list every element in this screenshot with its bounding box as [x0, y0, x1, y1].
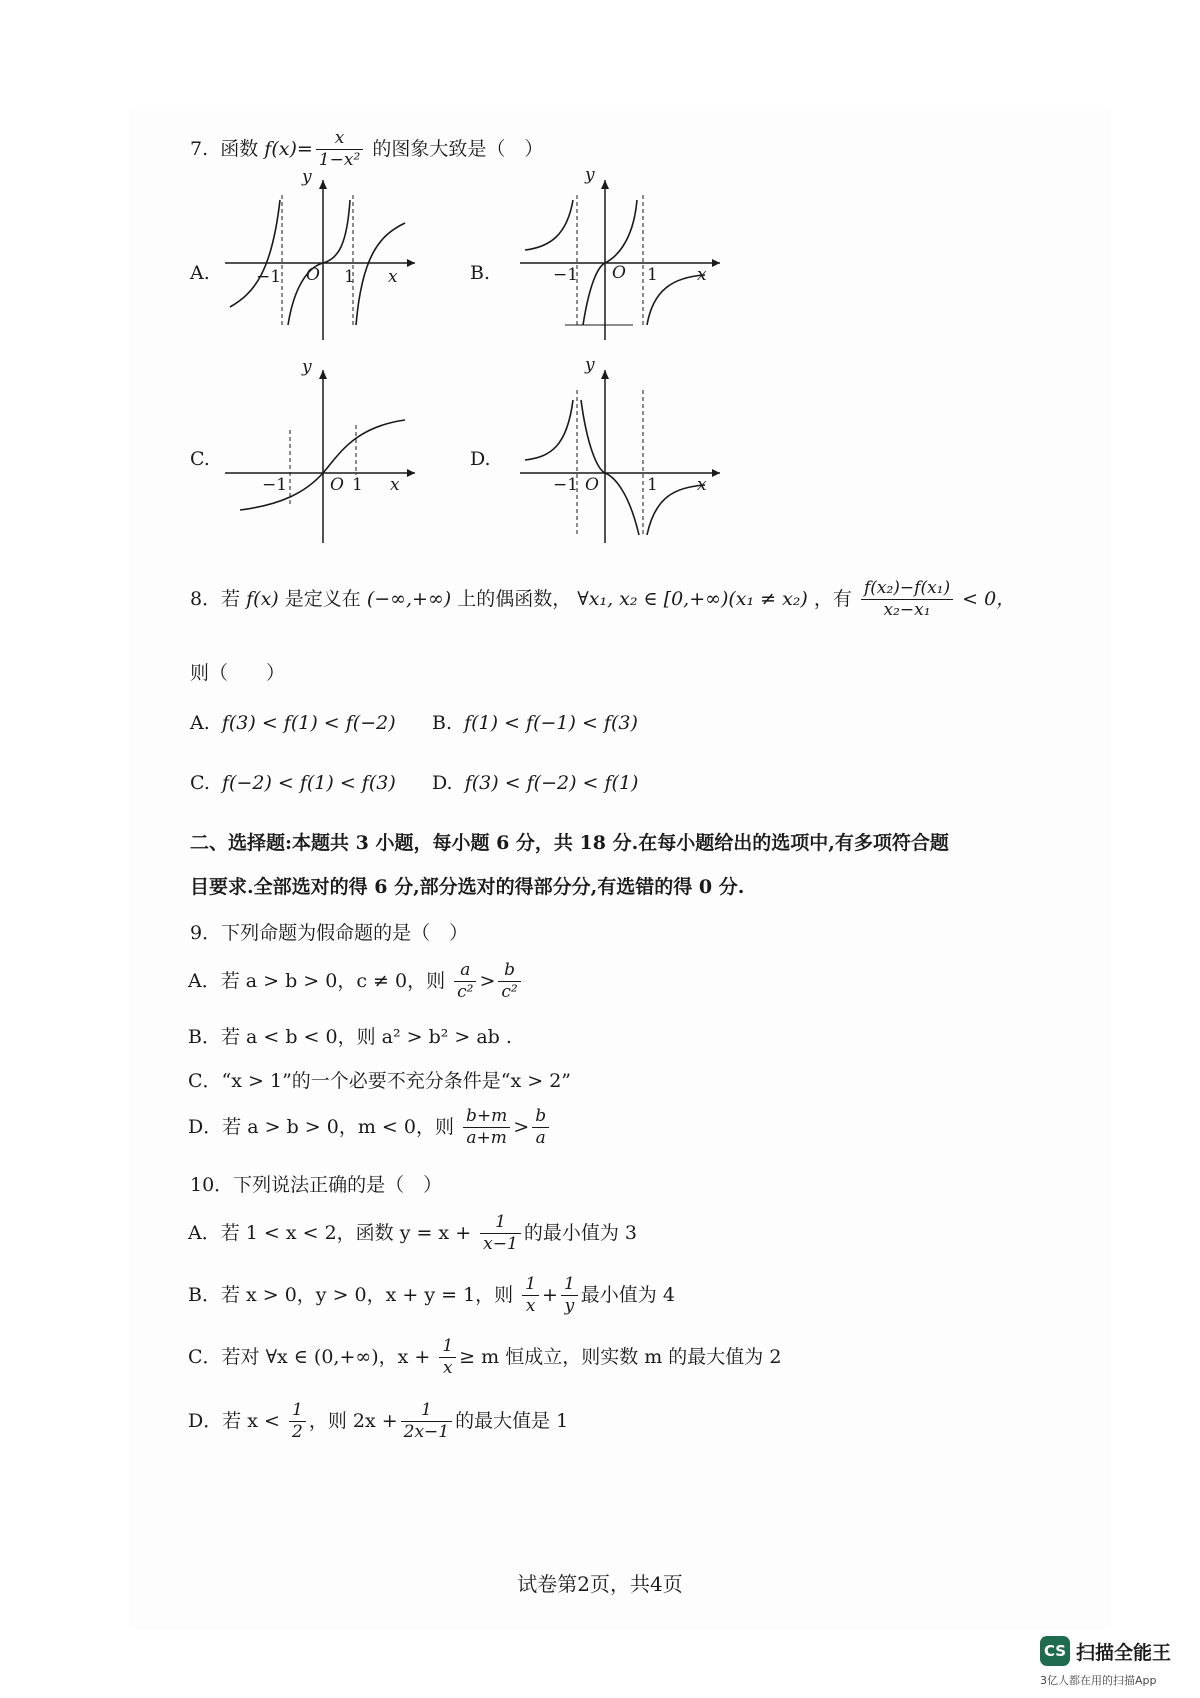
q7a-tick-neg1: −1	[256, 267, 282, 287]
section2-line1: 二、选择题:本题共 3 小题，每小题 6 分，共 18 分.在每小题给出的选项中,有多项符合题	[190, 832, 949, 854]
q7b-tick-neg1: −1	[553, 265, 579, 285]
q7b-origin: O	[612, 263, 626, 283]
camscanner-logo	[1040, 1636, 1171, 1666]
q7a-x-label: x	[388, 267, 398, 287]
q9-option-a: A．若 a > b > 0，c ≠ 0，则 $\frac{a}{\text{c²}}$ > $\frac{b}{\text{c²}}$	[188, 960, 524, 1004]
q10-option-a: A．若 1 < x < 2，函数 y = x + $\frac{1}{x-1}$ 的最小值为 3	[188, 1212, 637, 1255]
q7d-y-label: y	[585, 355, 595, 375]
q7-graph-c	[210, 357, 420, 549]
q8-option-c: C. f(−2) < f(1) < f(3)	[190, 772, 396, 794]
q7a-y-label: y	[302, 167, 312, 187]
q8-option-a: A. f(3) < f(1) < f(−2)	[190, 712, 396, 734]
q7-graph-b	[505, 165, 725, 349]
q8-option-b: B. f(1) < f(−1) < f(3)	[432, 712, 638, 734]
q7c-y-label: y	[302, 357, 312, 377]
q7b-tick-1: 1	[647, 265, 658, 285]
q7c-x-label: x	[390, 475, 400, 495]
q9-option-d: D．若 a > b > 0，m < 0，则 $\frac{b+m}{a+m}$ > $\frac{b}{a}$	[188, 1106, 552, 1150]
q7c-origin: O	[330, 475, 344, 495]
q7b-x-label: x	[697, 265, 707, 285]
q10-option-d: D．若 x < $\frac{1}{2}$ ，则 2x + $\frac{1}{2x-1}$ 的最大值是 1	[188, 1400, 569, 1443]
q7-option-b-label: B.	[470, 262, 491, 284]
q7c-tick-neg1: −1	[262, 475, 288, 495]
q7d-tick-neg1: −1	[553, 475, 579, 495]
q8-option-d: D. f(3) < f(−2) < f(1)	[432, 772, 639, 794]
q7a-tick-1: 1	[344, 267, 355, 287]
q10-option-c: C．若对 ∀x ∈ (0,+∞)，x + $\frac{1}{x}$ ≥ m 恒成立，则实数 m 的最大值为 2	[188, 1336, 782, 1379]
q7-stem: 7. 函数 f(x)= $\frac{x}{\text{1−x²}}$ 的图象大致是（ ）	[190, 128, 544, 171]
q7-option-c-label: C.	[190, 448, 210, 470]
q7-option-d-label: D.	[470, 448, 491, 470]
page-footer: 试卷第2页，共4页	[517, 1572, 683, 1596]
q7d-tick-1: 1	[647, 475, 658, 495]
q9-stem: 9．下列命题为假命题的是（ ）	[190, 922, 469, 944]
q7b-y-label: y	[585, 165, 595, 185]
logo-tagline: 3亿人都在用的扫描App	[1040, 1674, 1157, 1687]
logo-name: 扫描全能王	[1076, 1641, 1172, 1664]
q8-stem: 8．若 f(x) 是定义在 (−∞,+∞) 上的偶函数， ∀x₁, x₂ ∈ [0,+∞)(x₁ ≠ x₂) ，有 $\frac{\text{f(x₂)−f(x₁)}}{\text{x₂−x₁}}$ < 0，	[190, 578, 1016, 621]
q7d-origin: O	[585, 475, 599, 495]
q10-stem: 10．下列说法正确的是（ ）	[190, 1174, 443, 1196]
q7-graph-d	[505, 355, 725, 549]
q7c-tick-1: 1	[352, 475, 363, 495]
q9-option-b: B．若 a < b < 0，则 a² > b² > ab .	[188, 1026, 512, 1048]
q9-option-c: C．“x > 1”的一个必要不充分条件是“x > 2”	[188, 1070, 572, 1092]
section2-line2: 目要求.全部选对的得 6 分,部分选对的得部分分,有选错的得 0 分.	[190, 876, 745, 898]
q10-option-b: B．若 x > 0，y > 0，x + y = 1，则 $\frac{1}{x}$ + $\frac{1}{y}$ 最小值为 4	[188, 1274, 675, 1317]
cs-badge-icon: CS	[1040, 1636, 1070, 1666]
q7-option-a-label: A.	[190, 262, 210, 284]
q7-graph-a	[210, 167, 420, 349]
q7a-origin: O	[306, 265, 320, 285]
q7d-x-label: x	[697, 475, 707, 495]
q8-then: 则（ ）	[190, 662, 286, 684]
